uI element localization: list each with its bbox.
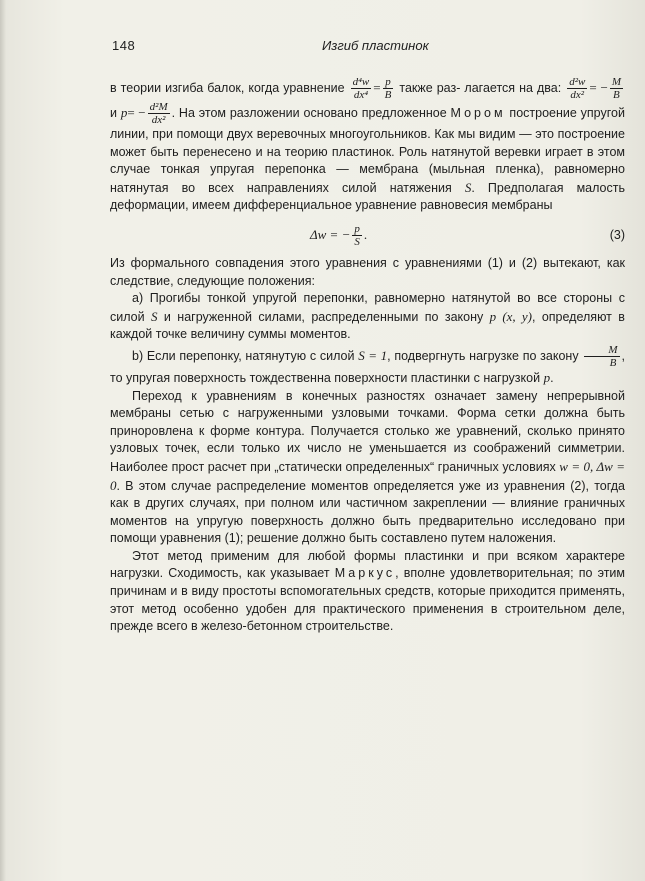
formula-p-over-s: $\frac{p}{S}$ xyxy=(354,222,360,248)
formula-p-over-b: $\frac{p}{B}$ xyxy=(384,76,392,101)
paragraph-intro: в теории изгиба балок, когда уравнение $\frac{\text{d⁴w}}{\text{dx⁴}}$ = $\frac{p}{B}$ также раз- лагается на два: $\frac{\text{d²w}}{\text{dx²}}$ = − $\frac{M}{B}$ и p= − $\frac{\text{d²M}}{\text{dx²}}$ . На этом разложении основано предложенное Мором построение упругой линии, при помощи двух веревочных многоугольников. Как мы видим — это построение может быть перенесено и на теорию пластинок. Роль натянутой веревки играет в этом случае тонкая упругая перепонка — мембрана (мыльная пленка), равномерно натянутая во всех направлениях силой натяжения S. Предполагая малость деформации, имеем дифференциальное уравнение равновесия мембраны xyxy=(110,76,626,213)
equation-3 xyxy=(110,217,625,251)
running-title: Изгиб пластинок xyxy=(322,38,429,53)
item-a: a) Прогибы тонкой упругой перепонки, равномерно натянутой во все стороны с силой S и нагруженной силами, распределенными по закону p (x, y), определяют в каждой точке величину суммы моментов. xyxy=(110,291,625,342)
paragraph-method: Этот метод применим для любой формы пластинки и при всяком характере нагрузки. Сходимость, как указывает Маркус, вполне удовлетворительная; по этим причинам и в виду простоты вспомогательных средств, которые приходится применять, этот метод особенно удобен для практического применения в строительном деле, прежде всего в железо-бетонном строительстве. xyxy=(110,548,625,634)
item-b: b) Если перепонку, натянутую с силой S = 1, подвергнуть нагрузке по закону $\frac{M}{B}$ , то упругая поверхность тождественна поверхности пластинки с нагрузкой p. xyxy=(110,343,625,385)
paragraph-consequences: Из формального совпадения этого уравнения с уравнениями (1) и (2) вытекают, как следствие, следующие положения: xyxy=(110,255,625,288)
formula-m-over-b-2: $\frac{M}{B}$ xyxy=(584,344,619,369)
page-number: 148 xyxy=(112,38,136,53)
page-body xyxy=(110,76,625,636)
formula-d2w-dx2: $\frac{\text{d²w}}{\text{dx²}}$ xyxy=(569,76,586,101)
formula-m-over-b: $\frac{M}{B}$ xyxy=(611,76,621,101)
formula-d4w-dx4: $\frac{\text{d⁴w}}{\text{dx⁴}}$ xyxy=(352,76,370,101)
running-header xyxy=(0,38,645,56)
membrane-equation: Δw = − $\frac{p}{S}$ . xyxy=(310,222,368,248)
formula-d2m-dx2: $\frac{\text{d²M}}{\text{dx²}}$ xyxy=(149,101,168,126)
paragraph-finite-differences: Переход к уравнениям в конечных разностях означает замену непрерывной мембраны сетью с нагруженными узловыми точками. Форма сетки должна быть приноровлена к форме контура. Получается столько же уравнений, сколько принято узловых точек, если только их число не уменьшается из соображений симметрии. Наиболее прост расчет при „статически определенных“ граничных условиях w = 0, Δw = 0. В этом случае распределение моментов определяется уже из уравнения (2), тогда как в других случаях, при полном или частичном закреплении — влияние граничных моментов на упругую поверхность должно быть предварительно исследовано при помощи уравнения (1); решение должно быть составлено путем наложения. xyxy=(110,388,625,546)
name-mohr: Мором xyxy=(450,105,506,120)
book-spine-shadow xyxy=(0,0,6,881)
equation-number: (3) xyxy=(609,227,625,242)
name-markus: Маркус xyxy=(334,566,396,581)
